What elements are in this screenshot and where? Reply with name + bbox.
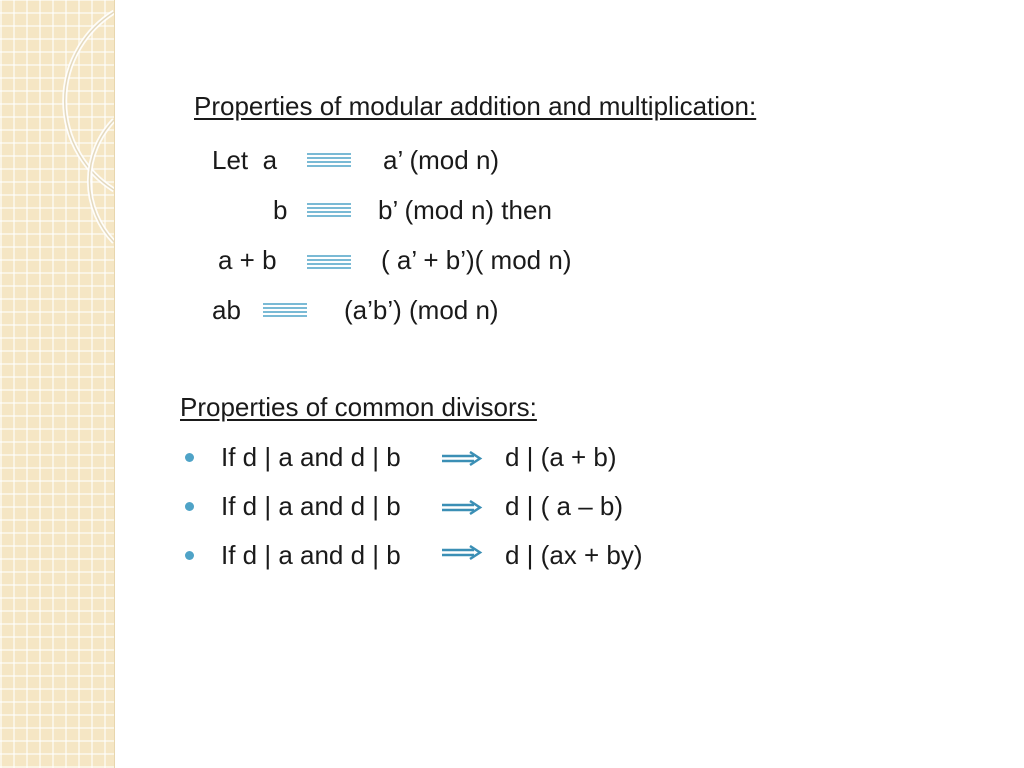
modular-properties-heading: Properties of modular addition and multiplication: — [194, 91, 757, 121]
divisors-heading: Properties of common divisors: — [180, 392, 537, 422]
congruence-row-4-right: (a’b’) (mod n) — [344, 295, 499, 325]
divisor-item-2-premise: If d | a and d | b — [221, 491, 401, 521]
divisor-item-1-conclusion: d | (a + b) — [505, 442, 617, 472]
divisor-item-3-conclusion: d | (ax + by) — [505, 540, 643, 570]
congruence-icon — [307, 152, 351, 170]
congruence-row-3-right: ( a’ + b’)( mod n) — [381, 245, 572, 275]
divisor-item-3-premise: If d | a and d | b — [221, 540, 401, 570]
congruence-row-4-left: ab — [212, 295, 241, 325]
divisor-item-1-premise: If d | a and d | b — [221, 442, 401, 472]
congruence-icon — [307, 202, 351, 220]
bullet-icon — [185, 551, 194, 560]
implies-arrow-icon — [442, 500, 484, 516]
congruence-row-1-right: a’ (mod n) — [383, 145, 500, 175]
decorative-sidebar — [0, 0, 115, 768]
congruence-row-3-left: a + b — [218, 245, 277, 275]
congruence-icon — [263, 302, 307, 320]
congruence-row-1-left: Let a — [212, 145, 278, 175]
congruence-icon — [307, 254, 351, 272]
congruence-row-2-right: b’ (mod n) then — [378, 195, 552, 225]
decorative-arcs — [0, 0, 114, 768]
implies-arrow-icon — [442, 545, 484, 561]
implies-arrow-icon — [442, 451, 484, 467]
congruence-row-2-left: b — [273, 195, 288, 225]
divisor-item-2-conclusion: d | ( a – b) — [505, 491, 624, 521]
bullet-icon — [185, 502, 194, 511]
bullet-icon — [185, 453, 194, 462]
